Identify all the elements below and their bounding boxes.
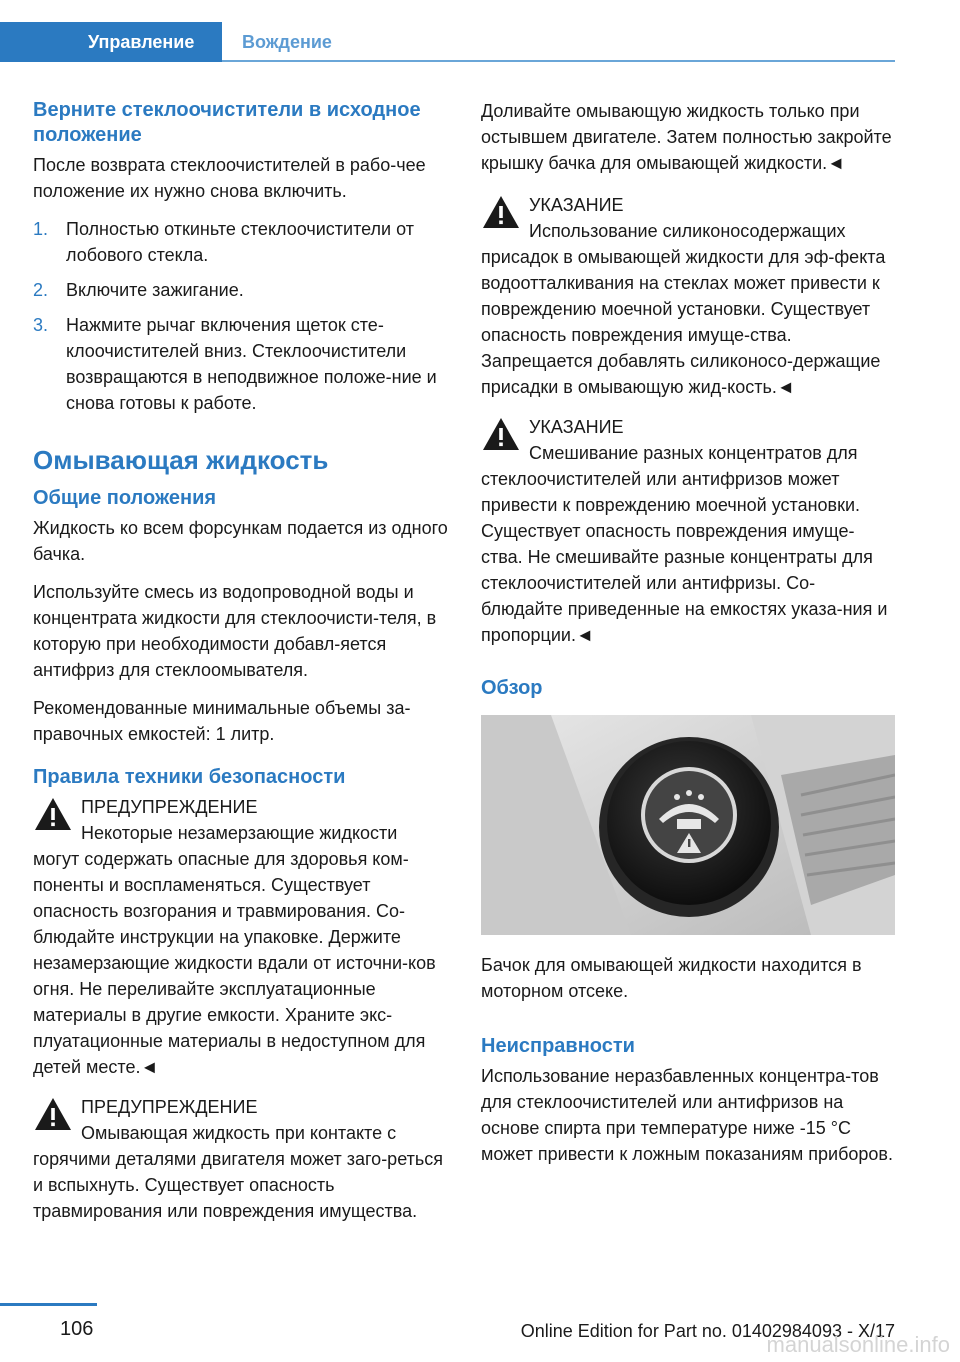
tab-underline [222,60,895,62]
warning-triangle-icon [33,796,73,832]
warning-label: ПРЕДУПРЕЖДЕНИЕ [81,797,258,817]
step-text: Включите зажигание. [66,280,244,300]
list-item [33,277,448,303]
heading-return-wipers: Верните стеклоочистители в исходное положение [33,99,421,146]
tab-driving[interactable]: Вождение [242,32,332,52]
washer-reservoir-photo [481,715,895,935]
paragraph-return: После возврата стеклоочистителей в рабо-чее положение их нужно снова включить. [33,155,426,201]
warning-block [33,1094,448,1224]
note-block [481,414,896,648]
step-number: 1. [33,219,49,239]
tab-control-label: Управление [88,32,195,52]
note-text: Смешивание разных концентратов для стеклоочистителей или антифризов может привести к повреждению моечной установки. Существует опасность повреждения имуще-ства. Не смешивайте разные концентраты для стеклоочистителей или антифризы. Со-блюдайте приведенные на емкостях указа-ния и пропорции.◄ [481,443,888,645]
paragraph-refill: Доливайте омывающую жидкость только при остывшем двигателе. Затем полностью закройте крышку бачка для омывающей жидкости.◄ [481,101,892,173]
note-label: УКАЗАНИЕ [529,195,624,215]
warning-label: ПРЕДУПРЕЖДЕНИЕ [81,1097,258,1117]
paragraph-overview: Бачок для омывающей жидкости находится в моторном отсеке. [481,955,862,1001]
warning-text: Омывающая жидкость при контакте с горячими деталями двигателя может заго-реться и вспыхнуть. Существует опасность травмирования или повреждения имущества. [33,1123,443,1221]
paragraph-general-2: Используйте смесь из водопроводной воды и концентрата жидкости для стеклоочисти-теля, в которую при необходимости добавл-яется антифриз для стеклоомывателя. [33,582,437,680]
step-text: Нажмите рычаг включения щеток сте-клоочистителей вниз. Стеклоочистители возвращаются в неподвижное положе-ние и снова готовы к работе. [66,315,437,413]
paragraph-general-1: Жидкость ко всем форсункам подается из одного бачка. [33,518,448,564]
note-block [481,192,896,400]
step-number: 3. [33,315,49,335]
heading-safety: Правила техники безопасности [33,766,346,788]
warning-triangle-icon [481,194,521,230]
footer-rule [0,1303,97,1306]
list-item [33,312,448,416]
right-column [481,98,896,1179]
paragraph-faults: Использование неразбавленных концентра-тов для стеклоочистителей или антифризов на основе спирта при температуре ниже -15 °C может привести к ложным показаниям приборов. [481,1066,893,1164]
heading-overview: Обзор [481,677,543,699]
heading-faults: Неисправности [481,1035,635,1057]
watermark: manualsonline.info [766,1332,950,1357]
heading-washer-fluid: Омывающая жидкость [33,445,329,475]
page-number: 106 [60,1318,94,1340]
list-item [33,216,448,268]
warning-block [33,794,448,1080]
heading-general: Общие положения [33,487,217,509]
note-label: УКАЗАНИЕ [529,417,624,437]
step-text: Полностью откиньте стеклоочистители от лобового стекла. [66,219,414,265]
steps-list [33,216,448,416]
warning-triangle-icon [481,416,521,452]
warning-triangle-icon [33,1096,73,1132]
chapter-tabs [0,22,895,62]
step-number: 2. [33,280,49,300]
paragraph-general-3: Рекомендованные минимальные объемы за-правочных емкостей: 1 литр. [33,698,411,744]
warning-text: Некоторые незамерзающие жидкости могут содержать опасные для здоровья ком-поненты и воспламеняться. Существует опасность возгорания и травмирования. Со-блюдайте инструкции на упаковке. Держите незамерзающие жидкости вдали от источни-ков огня. Не переливайте эксплуатационные материалы в другие емкости. Храните экс-плуатационные материалы в недоступном для детей месте.◄ [33,823,436,1077]
left-column [33,98,448,1238]
tab-control[interactable] [0,22,222,62]
note-text: Использование силиконосодержащих присадок в омывающей жидкости для эф-фекта водоотталкивания на стеклах может привести к повреждению моечной установки. Существует опасность повреждения имуще-ства. Запрещается добавлять силиконосо-держащие присадки в омывающую жид-кость.◄ [481,221,886,397]
edition-info: Online Edition for Part no. 01402984093 - X/17 [520,1321,895,1341]
